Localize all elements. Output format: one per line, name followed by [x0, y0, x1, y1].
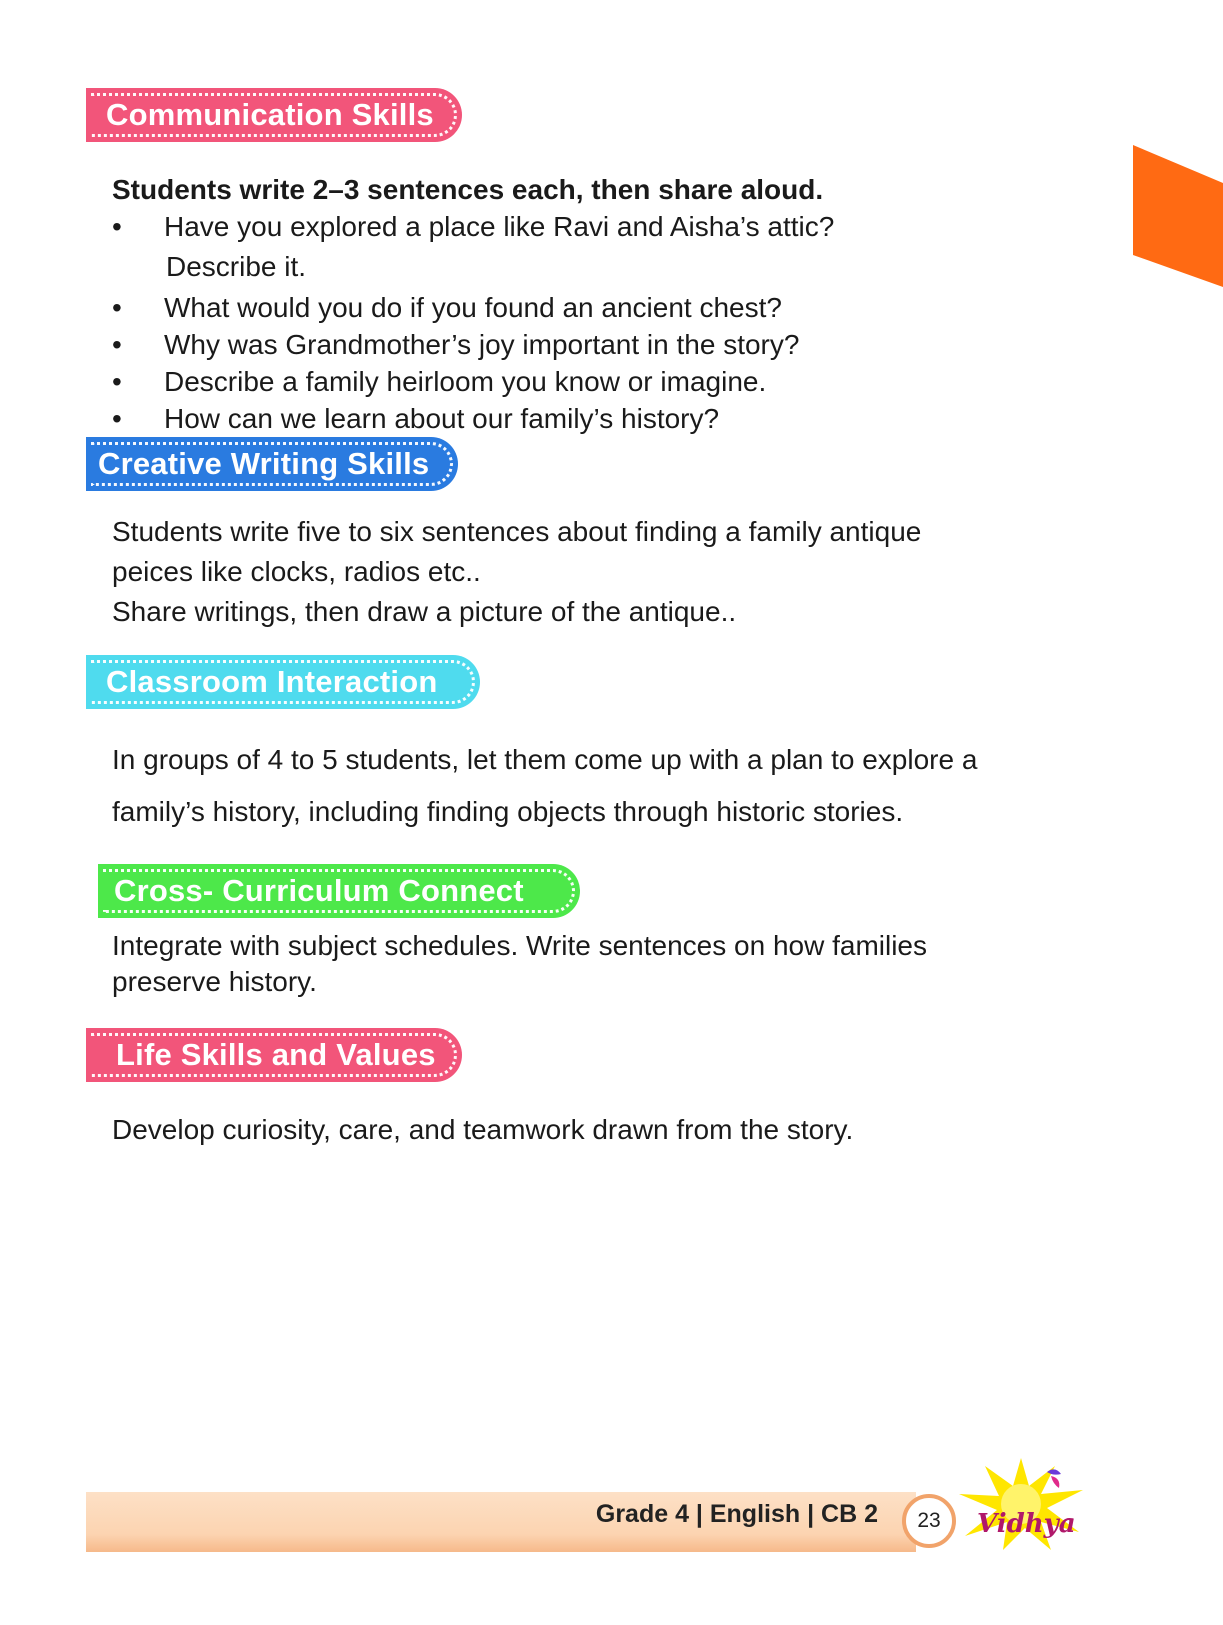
list-item-text: How can we learn about our family’s history?: [164, 403, 720, 434]
bullet-icon: •: [112, 366, 122, 397]
communication-question-list: [112, 208, 834, 437]
creative-writing-heading: [86, 437, 458, 491]
list-item-text: Why was Grandmother’s joy important in the story?: [164, 329, 800, 360]
life-skills-title: Life Skills and Values: [116, 1037, 436, 1072]
creative-line-1: Students write five to six sentences about finding a family antique: [112, 516, 922, 547]
bullet-icon: •: [112, 292, 122, 323]
cross-curriculum-title: Cross- Curriculum Connect: [114, 873, 524, 908]
life-skills-heading: [86, 1028, 462, 1082]
cross-line-2: preserve history.: [112, 966, 317, 997]
bullet-icon: •: [112, 403, 122, 434]
list-item: [112, 400, 834, 437]
list-item: [112, 208, 834, 245]
life-skills-text: Develop curiosity, care, and teamwork drawn from the story.: [112, 1114, 854, 1145]
cross-curriculum-heading: [98, 864, 580, 918]
communication-intro: Students write 2–3 sentences each, then share aloud.: [112, 174, 824, 205]
bullet-icon: •: [112, 211, 122, 242]
list-item: [112, 363, 834, 400]
list-item-text: Describe a family heirloom you know or imagine.: [164, 366, 767, 397]
creative-line-2: peices like clocks, radios etc..: [112, 556, 481, 587]
creative-writing-title: Creative Writing Skills: [98, 446, 430, 481]
list-item-text: Have you explored a place like Ravi and Aisha’s attic?: [164, 211, 835, 242]
page-number-badge: [902, 1494, 956, 1548]
vidhya-logo-text: Vidhya: [977, 1509, 1076, 1539]
classroom-line-2: family’s history, including finding objects through historic stories.: [112, 796, 904, 827]
classroom-interaction-heading: [86, 655, 480, 709]
communication-skills-heading: [86, 88, 462, 142]
page-number: 23: [917, 1509, 941, 1532]
list-item-text: What would you do if you found an ancient chest?: [164, 292, 782, 323]
classroom-interaction-title: Classroom Interaction: [106, 664, 438, 699]
footer-label: Grade 4 | English | CB 2: [595, 1500, 878, 1528]
list-item: [112, 326, 834, 363]
list-item-text: Describe it.: [166, 251, 307, 282]
bullet-icon: •: [112, 329, 122, 360]
vidhya-logo-icon: [955, 1456, 1087, 1552]
classroom-line-1: In groups of 4 to 5 students, let them come up with a plan to explore a: [112, 744, 978, 775]
list-item-continuation: [112, 245, 834, 289]
list-item: [112, 289, 834, 326]
communication-skills-title: Communication Skills: [106, 97, 434, 132]
corner-flag-decoration: [1133, 145, 1223, 287]
creative-line-3: Share writings, then draw a picture of the antique..: [112, 596, 737, 627]
cross-line-1: Integrate with subject schedules. Write sentences on how families: [112, 930, 928, 961]
